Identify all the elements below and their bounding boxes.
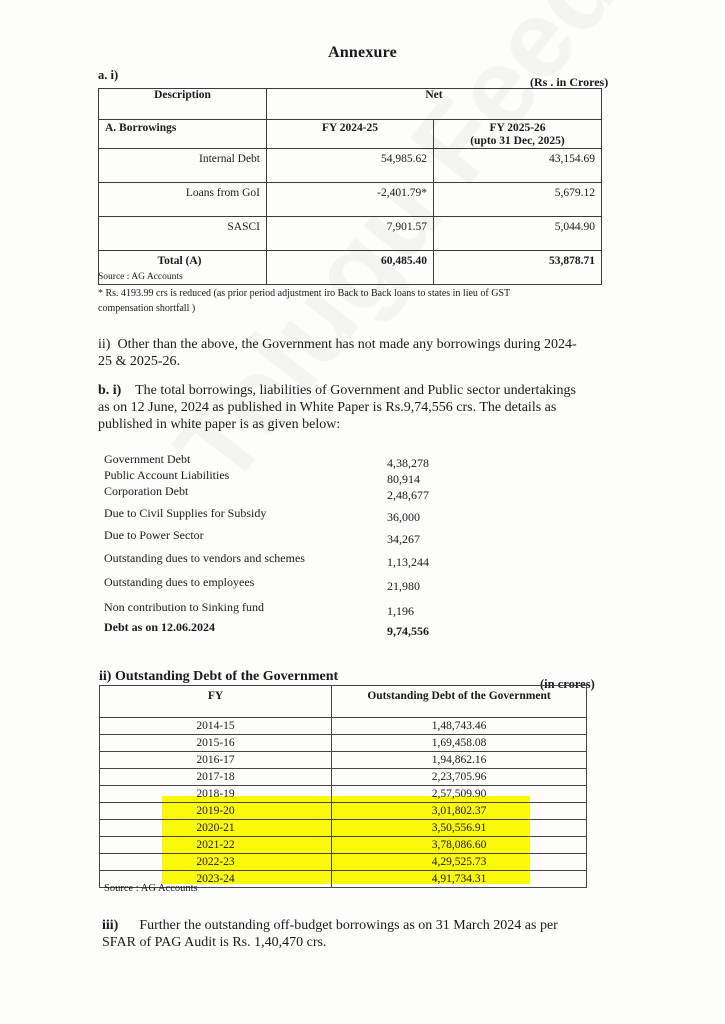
table-row-highlighted [100, 837, 587, 854]
item-value: 1,13,244 [387, 555, 429, 569]
total-value: 9,74,556 [387, 624, 429, 638]
row-debt: 3,01,802.37 [332, 803, 587, 820]
item-value: 34,267 [387, 532, 420, 546]
row-debt: 2,23,705.96 [332, 769, 587, 786]
row-fy1: 7,901.57 [267, 217, 434, 251]
borrowings-table [98, 88, 602, 285]
section-a-ii-text2: 25 & 2025-26. [98, 354, 181, 369]
section-b-iii-label: iii) [102, 918, 119, 933]
row-fy1: 54,985.62 [267, 149, 434, 183]
row-fy1: -2,401.79* [267, 183, 434, 217]
item-value: 4,38,278 [387, 456, 429, 470]
item-label: Outstanding dues to employees [104, 575, 255, 589]
row-fy2: 5,679.12 [434, 183, 602, 217]
item-label: Non contribution to Sinking fund [104, 600, 264, 614]
item-value: 2,48,677 [387, 488, 429, 502]
item-label: Due to Power Sector [104, 528, 204, 542]
table-row-highlighted [100, 820, 587, 837]
row-debt: 2,57,509.90 [332, 786, 587, 803]
page-title: Annexure [328, 44, 397, 61]
list-item [104, 528, 444, 546]
section-a-i-unit: (Rs . in Crores) [530, 75, 609, 89]
col-fy-2024-25: FY 2024-25 [267, 120, 434, 149]
total-label: Total (A) [99, 251, 267, 285]
section-b-i-text3: published in white paper is as given below: [98, 417, 341, 432]
section-b-i-label: b. i) [98, 383, 122, 398]
total-label: Debt as on 12.06.2024 [104, 620, 216, 634]
row-debt: 1,48,743.46 [332, 718, 587, 735]
section-b-ii-unit: (in crores) [540, 677, 595, 691]
list-item [104, 551, 444, 569]
row-fy2: 43,154.69 [434, 149, 602, 183]
row-fy: 2015-16 [100, 735, 332, 752]
row-fy: 2016-17 [100, 752, 332, 769]
footnote-line2: compensation shortfall ) [98, 303, 196, 314]
col-fy-2025-26 [434, 120, 602, 149]
footnote [98, 286, 628, 316]
section-a-i-label: a. i) [98, 68, 119, 82]
section-b-iii-text2: SFAR of PAG Audit is Rs. 1,40,470 crs. [102, 935, 327, 950]
item-label: Government Debt [104, 452, 191, 466]
row-debt: 1,94,862.16 [332, 752, 587, 769]
table-row [100, 769, 587, 786]
row-debt: 4,29,525.73 [332, 854, 587, 871]
item-label: Corporation Debt [104, 484, 189, 498]
total-fy1: 60,485.40 [267, 251, 434, 285]
source-note-b: Source : AG Accounts [104, 883, 198, 894]
row-debt: 1,69,458.08 [332, 735, 587, 752]
footnote-star: * [98, 288, 103, 299]
row-fy: 2014-15 [100, 718, 332, 735]
row-fy: 2018-19 [100, 786, 332, 803]
row-debt: 3,50,556.91 [332, 820, 587, 837]
item-value: 1,196 [387, 604, 414, 618]
section-b-ii-heading: ii) Outstanding Debt of the Government [99, 669, 339, 684]
row-fy: 2022-23 [100, 854, 332, 871]
row-label: Loans from GoI [99, 183, 267, 217]
col-fy-2025-26-line1: FY 2025-26 [489, 122, 546, 134]
outstanding-debt-table [99, 685, 587, 888]
list-item [104, 484, 444, 502]
list-item [104, 575, 444, 593]
item-value: 80,914 [387, 472, 420, 486]
table-row-highlighted [100, 803, 587, 820]
item-label: Due to Civil Supplies for Subsidy [104, 506, 267, 520]
item-label: Outstanding dues to vendors and schemes [104, 551, 305, 565]
section-b-i [98, 382, 638, 433]
section-b-iii [102, 917, 622, 951]
table-row [100, 735, 587, 752]
header-description: Description [99, 89, 267, 120]
row-debt: 3,78,086.60 [332, 837, 587, 854]
section-a-ii-label: ii) [98, 337, 111, 352]
section-b-i-text1: The total borrowings, liabilities of Government and Public sector undertakings [135, 383, 576, 398]
row-debt: 4,91,734.31 [332, 871, 587, 888]
table-row [100, 786, 587, 803]
list-total [104, 620, 444, 638]
table-row [99, 217, 602, 251]
table-row-highlighted [100, 854, 587, 871]
row-fy: 2019-20 [100, 803, 332, 820]
list-item [104, 600, 444, 618]
section-a-ii [98, 336, 638, 370]
list-item [104, 506, 444, 524]
row-fy: 2021-22 [100, 837, 332, 854]
row-fy: 2017-18 [100, 769, 332, 786]
item-value: 36,000 [387, 510, 420, 524]
table-row [100, 718, 587, 735]
table-row [100, 752, 587, 769]
row-label: Internal Debt [99, 149, 267, 183]
table-row [99, 149, 602, 183]
row-label: SASCI [99, 217, 267, 251]
col-fy: FY [100, 686, 332, 718]
col-outstanding-debt: Outstanding Debt of the Government [332, 686, 587, 718]
header-net: Net [267, 89, 602, 120]
item-value: 21,980 [387, 579, 420, 593]
col-fy-2025-26-line2: (upto 31 Dec, 2025) [470, 135, 565, 147]
subheader-borrowings: A. Borrowings [99, 120, 267, 149]
table-row [99, 183, 602, 217]
row-fy: 2020-21 [100, 820, 332, 837]
item-label: Public Account Liabilities [104, 468, 230, 482]
section-b-iii-text1: Further the outstanding off-budget borrowings as on 31 March 2024 as per [139, 918, 558, 933]
section-b-i-text2: as on 12 June, 2024 as published in White Paper is Rs.9,74,556 crs. The details as [98, 400, 557, 415]
section-a-ii-text1: Other than the above, the Government has not made any borrowings during 2024- [117, 337, 577, 352]
source-note-a: Source : AG Accounts [98, 272, 183, 282]
row-fy2: 5,044.90 [434, 217, 602, 251]
footnote-line1: Rs. 4193.99 crs is reduced (as prior period adjustment iro Back to Back loans to states in lieu of GST [103, 288, 511, 299]
total-fy2: 53,878.71 [434, 251, 602, 285]
row-fy: 2023-24 [100, 871, 332, 888]
